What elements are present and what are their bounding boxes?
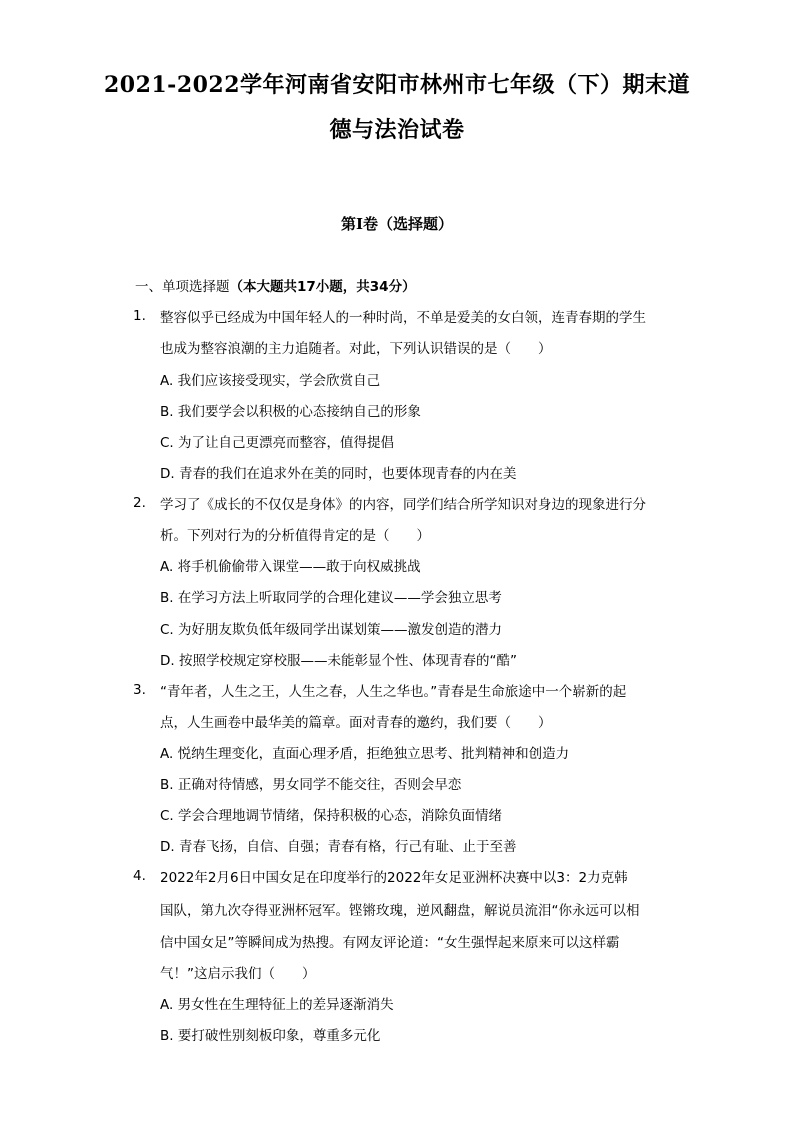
- option-c: C. 学会合理地调节情绪，保持积极的心态，消除负面情绪: [160, 808, 503, 824]
- question-number: 4.: [133, 868, 146, 884]
- question-stem-line: 信中国女足”等瞬间成为热搜。有网友评论道：“女生强悍起来原来可以这样霸: [160, 935, 620, 951]
- volume-heading: 第I卷（选择题）: [340, 215, 454, 233]
- question-stem-line: 国队，第九次夺得亚洲杯冠军。铿锵玫瑰，逆风翻盘，解说员流泪“你永远可以相: [160, 903, 640, 919]
- option-b: B. 正确对待情感，男女同学不能交往，否则会早恋: [160, 777, 462, 793]
- question-number: 2.: [133, 495, 146, 511]
- section-heading: [135, 275, 416, 295]
- question-stem-line: 析。下列对行为的分析值得肯定的是（ ）: [160, 528, 430, 544]
- question-stem-line: 也成为整容浪潮的主力追随者。对此，下列认识错误的是（ ）: [160, 341, 552, 357]
- question-stem-line: 气！”这启示我们（ ）: [160, 966, 316, 982]
- section-info: （本大题共17小题，共34分）: [229, 279, 416, 295]
- question-stem-line: 点，人生画卷中最华美的篇章。面对青春的邀约，我们要（ ）: [160, 715, 552, 731]
- question-stem-line: 整容似乎已经成为中国年轻人的一种时尚，不单是爱美的女白领，连青春期的学生: [160, 310, 646, 326]
- question-stem-line: 学习了《成长的不仅仅是身体》的内容，同学们结合所学知识对身边的现象进行分: [160, 497, 646, 513]
- question-stem-line: 2022年2月6日中国女足在印度举行的2022年女足亚洲杯决赛中以3：2力克韩: [160, 870, 628, 886]
- option-a: A. 男女性在生理特征上的差异逐渐消失: [160, 997, 394, 1013]
- section-name: 一、单项选择题: [135, 279, 230, 295]
- exam-title-line-2: 德与法治试卷: [329, 117, 465, 143]
- question-number: 3.: [133, 682, 146, 698]
- option-d: D. 青春飞扬，自信、自强；青春有格，行己有耻、止于至善: [160, 839, 517, 855]
- option-b: B. 要打破性别刻板印象，尊重多元化: [160, 1028, 381, 1044]
- option-a: A. 悦纳生理变化，直面心理矛盾，拒绝独立思考、批判精神和创造力: [160, 746, 570, 762]
- option-b: B. 我们要学会以积极的心态接纳自己的形象: [160, 404, 421, 420]
- option-d: D. 青春的我们在追求外在美的同时，也要体现青春的内在美: [160, 466, 517, 482]
- option-a: A. 将手机偷偷带入课堂——敢于向权威挑战: [160, 559, 421, 575]
- exam-title-line-1: 2021-2022学年河南省安阳市林州市七年级（下）期末道: [103, 72, 691, 98]
- question-stem-line: “青年者，人生之王，人生之春，人生之华也。”青春是生命旅途中一个崭新的起: [160, 684, 627, 700]
- option-c: C. 为好朋友欺负低年级同学出谋划策——激发创造的潜力: [160, 622, 503, 638]
- option-b: B. 在学习方法上听取同学的合理化建议——学会独立思考: [160, 590, 502, 606]
- option-a: A. 我们应该接受现实，学会欣赏自己: [160, 373, 381, 389]
- option-d: D. 按照学校规定穿校服——未能彰显个性、体现青春的“酷”: [160, 653, 517, 669]
- option-c: C. 为了让自己更漂亮而整容，值得提倡: [160, 435, 395, 451]
- question-number: 1.: [133, 308, 146, 324]
